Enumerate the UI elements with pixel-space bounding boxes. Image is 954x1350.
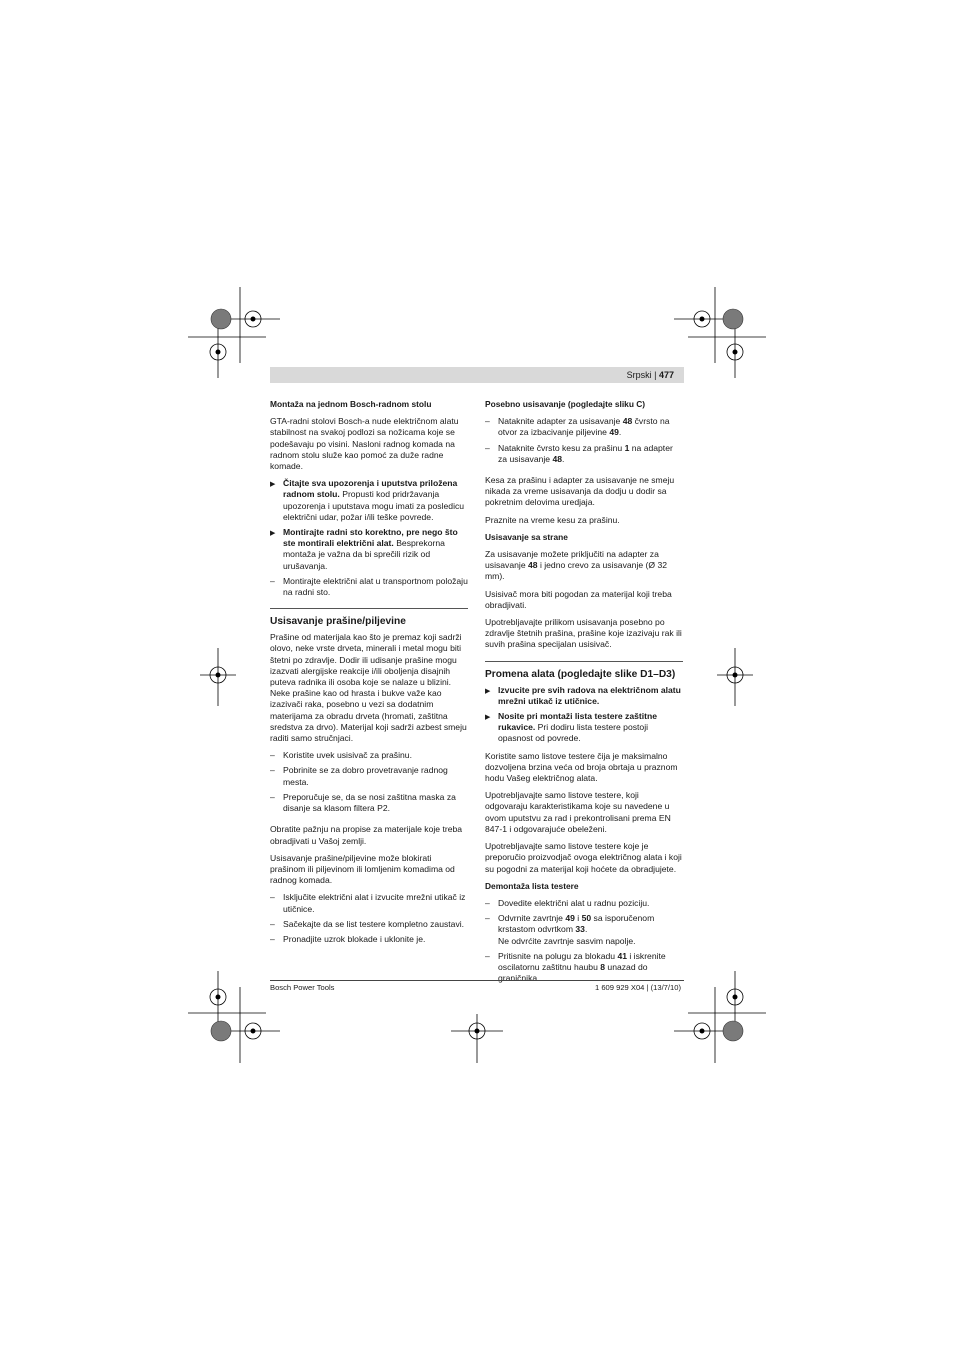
- triangle-bullet-icon: ▶: [485, 687, 491, 695]
- paragraph: Kesa za prašinu i adapter za usisavanje ne smeju nikada za vreme usisavanja da dodju u dodir sa pokretnim delovima uredjaja.: [485, 475, 675, 508]
- footer-doc-number: 1 609 929 X04 | (13/7/10): [595, 983, 681, 992]
- list-item: – Nataknite adapter za usisavanje 48 čvrsto na otvor za izbacivanje piljevine 49.: [485, 416, 670, 438]
- dash-bullet: –: [270, 750, 275, 761]
- warning-item: ▶ Montirajte radni sto korektno, pre nego što ste montirali električni alat. Besprekorna montaža je važna da bi sprečili rizik od urušavanja.: [270, 527, 458, 571]
- dash-bullet: –: [270, 575, 275, 586]
- list-item: – Isključite električni alat i izvucite mrežni utikač iz utičnice.: [270, 892, 466, 914]
- dash-bullet: –: [485, 913, 490, 924]
- list-item: – Montirajte električni alat u transportnom položaju na radni sto.: [270, 575, 468, 598]
- triangle-bullet-icon: ▶: [270, 530, 276, 538]
- section-title-tool-change: Promena alata (pogledajte slike D1–D3): [485, 661, 683, 681]
- triangle-bullet-icon: ▶: [485, 714, 491, 722]
- list-item-note: Ne odvrćite zavrtnje sasvim napolje.: [498, 935, 636, 946]
- list-item: – Nataknite čvrsto kesu za prašinu 1 na adapter za usisavanje 48.: [485, 442, 673, 464]
- header-language: Srpski: [626, 370, 652, 380]
- paragraph: Upotrebljavajte prilikom usisavanja posebno po zdravlje štetnih prašina, prašine koje izazivaju rak ili suvih prašina specijalan usisivač.: [485, 617, 682, 650]
- paragraph: Upotrebljavajte samo listove testere, koji odgovaraju karakteristikama koje su navedene u ovom uputstvu za rad i prekontrolisani prema EN 847-1 i odgovarajuće obeleženi.: [485, 790, 671, 834]
- list-item: – Pritisnite na polugu za blokadu 41 i iskrenite oscilatornu zaštitnu haubu 8 unazad do graničnika.: [485, 950, 666, 984]
- right-column: [485, 399, 683, 988]
- page-header: [270, 367, 684, 383]
- dash-bullet: –: [485, 416, 490, 427]
- list-item: – Odvrnite zavrtnje 49 i 50 sa isporučenom krstastom odvrtkom 33. Ne odvrćite zavrtnje sasvim napolje.: [485, 913, 655, 946]
- paragraph: Usisavanje prašine/piljevine može blokirati prašinom ili piljevinom ili lomljenim komadima od radnog komada.: [270, 852, 455, 886]
- dash-bullet: –: [485, 897, 490, 908]
- heading-separate-suction: Posebno usisavanje (pogledajte sliku C): [485, 399, 646, 409]
- paragraph: Usisivač mora biti pogodan za materijal koji treba obradjivati.: [485, 588, 672, 610]
- paragraph: Za usisavanje možete priključiti na adapter za usisavanje 48 i jedno crevo za usisavanje (Ø 32 mm).: [485, 549, 668, 582]
- dash-bullet: –: [485, 950, 490, 961]
- heading-bosch-table: Montaža na jednom Bosch-radnom stolu: [270, 399, 432, 409]
- list-item: – Preporučuje se, da se nosi zaštitna maska za disanje sa klasom filtera P2.: [270, 791, 456, 814]
- paragraph: Koristite samo listove testere čija je maksimalno dozvoljena brzina veća od broja obrtaja u praznom hodu Vašeg električnog alata.: [485, 750, 678, 784]
- list-item: – Sačekajte da se list testere kompletno zaustavi.: [270, 918, 465, 929]
- section-title-dust: Usisavanje prašine/piljevine: [270, 608, 468, 628]
- list-item: – Dovedite električni alat u radnu poziciju.: [485, 897, 650, 908]
- heading-blade-removal: Demontaža lista testere: [485, 880, 579, 891]
- dash-bullet: –: [270, 892, 275, 903]
- warning-item: ▶ Čitajte sva upozorenja i uputstva priložena radnom stolu. Propusti kod pridržavanja upozorenja i uputstava mogu imati za posledicu električni udar, požar i/ili teške povrede.: [270, 478, 465, 522]
- warning-item: ▶ Nosite pri montaži lista testere zaštitne rukavice. Pri dodiru lista testere postoji opasnost od povrede.: [485, 711, 658, 744]
- paragraph: GTA-radni stolovi Bosch-a nude električnom alatu stabilnost na svakoj podlozi sa nožicama koje se podešavaju po visini. Nasloni radnog komada na radnom stolu služe kao pomoć za duže radne komade.: [270, 416, 459, 472]
- triangle-bullet-icon: ▶: [270, 481, 276, 489]
- paragraph: Prašine od materijala kao što je premaz koji sadrži olovo, neke vrste drveta, minerali i metal mogu biti štetni po zdravlje. Dodir ili udisanje prašine mogu izazvati alergijske reakcije i/ili oboljenja disajnih puteva radnika ili osoba koje se nalaze u blizini.: [270, 632, 462, 688]
- footer-brand: Bosch Power Tools: [270, 983, 335, 992]
- paragraph: Praznite na vreme kesu za prašinu.: [485, 514, 620, 525]
- header-separator: |: [654, 370, 657, 380]
- list-item: – Koristite uvek usisivač za prašinu.: [270, 750, 412, 761]
- heading-side-suction: Usisavanje sa strane: [485, 531, 568, 542]
- left-column: [270, 399, 468, 949]
- dash-bullet: –: [270, 765, 275, 776]
- paragraph: Obratite pažnju na propise za materijale koje treba obradjivati u Vašoj zemlji.: [270, 824, 463, 846]
- paragraph: Neke prašine kao od hrasta i bukve važe kao izazivači raka, posebno u vezi sa dodatnim materijama za obradu drveta (hromati, zaštitna sredstva za drvo). Materijal koji sadrži azbest smeju raditi samo stručnjaci.: [270, 688, 467, 744]
- dash-bullet: –: [270, 791, 275, 802]
- list-item: – Pobrinite se za dobro provetravanje radnog mesta.: [270, 765, 448, 787]
- paragraph: Upotrebljavajte samo listove testere koje je preporučio proizvodjač ovoga električnog alata i koji su pogodni za materijal koji hoćete da obradjujete.: [485, 841, 682, 874]
- dash-bullet: –: [485, 442, 490, 453]
- dash-bullet: –: [270, 918, 275, 929]
- footer-rule: [270, 980, 684, 981]
- page-number: 477: [658, 370, 674, 380]
- warning-item: ▶ Izvucite pre svih radova na električnom alatu mrežni utikač iz utičnice.: [485, 684, 681, 706]
- list-item: – Pronadjite uzrok blokade i uklonite je.: [270, 933, 426, 944]
- dash-bullet: –: [270, 933, 275, 944]
